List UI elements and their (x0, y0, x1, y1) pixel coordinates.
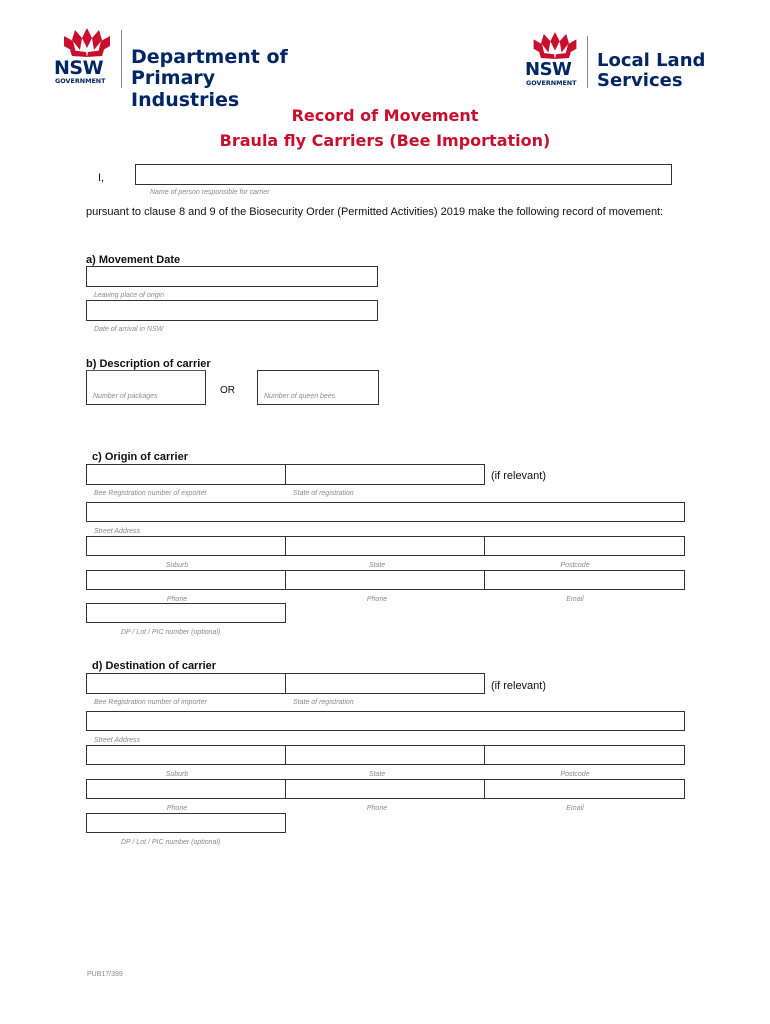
packages-caption: Number of packages (93, 393, 158, 400)
origin-dp-lot-field[interactable] (86, 603, 286, 623)
destination-phone1-caption: Phone (166, 805, 188, 812)
nsw-wordmark: NSW (525, 59, 572, 80)
arrival-date-caption: Date of arrival in NSW (94, 326, 164, 333)
destination-postcode-field[interactable] (484, 745, 685, 765)
section-d-heading: d) Destination of carrier (92, 660, 217, 672)
page-title: Record of Movement (291, 106, 479, 125)
destination-if-relevant: (if relevant) (491, 680, 547, 692)
lls-logo (524, 30, 724, 92)
or-label: OR (220, 385, 235, 396)
logo-divider (587, 36, 588, 88)
destination-phone2-field[interactable] (285, 779, 485, 799)
destination-email-field[interactable] (484, 779, 685, 799)
origin-postcode-caption: Postcode (560, 562, 590, 569)
leaving-date-field[interactable] (86, 266, 378, 287)
destination-suburb-caption: Suburb (165, 771, 189, 778)
page-subtitle: Braula fly Carriers (Bee Importation) (219, 131, 551, 150)
waratah-icon (58, 26, 116, 58)
destination-phone2-caption: Phone (366, 805, 388, 812)
responsible-person-field[interactable] (135, 164, 672, 185)
government-wordmark: GOVERNMENT (55, 77, 106, 85)
destination-bee-registration-caption: Bee Registration number of importer (94, 699, 207, 706)
origin-bee-registration-field[interactable] (86, 464, 286, 485)
origin-suburb-caption: Suburb (165, 562, 189, 569)
destination-street-caption: Street Address (94, 737, 141, 744)
destination-postcode-caption: Postcode (560, 771, 590, 778)
origin-if-relevant: (if relevant) (491, 470, 547, 482)
dpi-name-line1: Department of (131, 46, 288, 68)
section-c-heading: c) Origin of carrier (92, 451, 188, 463)
destination-state-registration-caption: State of registration (293, 699, 354, 706)
destination-street-field[interactable] (86, 711, 685, 731)
origin-suburb-field[interactable] (86, 536, 286, 556)
lls-name-line2: Services (597, 70, 683, 91)
destination-state-registration-field[interactable] (285, 673, 485, 694)
dpi-name-line2: Primary Industries (131, 67, 240, 111)
queen-bees-caption: Number of queen bees (264, 393, 336, 400)
section-b-heading: b) Description of carrier (86, 358, 211, 370)
responsible-person-caption: Name of person responsible for carrier (150, 189, 270, 196)
destination-bee-registration-field[interactable] (86, 673, 286, 694)
origin-phone1-caption: Phone (166, 596, 188, 603)
nsw-wordmark: NSW (54, 57, 104, 79)
origin-dp-lot-caption: DP / Lot / PIC number (optional) (121, 629, 221, 636)
intro-prefix: I, (98, 172, 105, 184)
destination-phone1-field[interactable] (86, 779, 286, 799)
origin-postcode-field[interactable] (484, 536, 685, 556)
origin-phone2-field[interactable] (285, 570, 485, 590)
destination-email-caption: Email (566, 805, 584, 812)
waratah-icon (528, 30, 582, 60)
destination-state-caption: State (368, 771, 386, 778)
origin-phone1-field[interactable] (86, 570, 286, 590)
leaving-date-caption: Leaving place of origin (94, 292, 165, 299)
section-a-heading: a) Movement Date (86, 254, 181, 266)
intro-statement: pursuant to clause 8 and 9 of the Biosecurity Order (Permitted Activities) 2019 make the following record of movement: (86, 206, 664, 218)
origin-state-registration-caption: State of registration (293, 490, 354, 497)
origin-street-caption: Street Address (94, 528, 141, 535)
lls-name-line1: Local Land (597, 50, 706, 71)
publication-code: PUB17/399 (87, 971, 123, 978)
origin-phone2-caption: Phone (366, 596, 388, 603)
origin-state-caption: State (368, 562, 386, 569)
origin-email-field[interactable] (484, 570, 685, 590)
dpi-logo (54, 26, 324, 111)
destination-suburb-field[interactable] (86, 745, 286, 765)
origin-state-registration-field[interactable] (285, 464, 485, 485)
destination-dp-lot-field[interactable] (86, 813, 286, 833)
origin-email-caption: Email (566, 596, 584, 603)
destination-dp-lot-caption: DP / Lot / PIC number (optional) (121, 839, 221, 846)
government-wordmark: GOVERNMENT (526, 79, 577, 87)
logo-divider (121, 30, 122, 88)
arrival-date-field[interactable] (86, 300, 378, 321)
origin-street-field[interactable] (86, 502, 685, 522)
origin-bee-registration-caption: Bee Registration number of exporter (94, 490, 207, 497)
destination-state-field[interactable] (285, 745, 485, 765)
origin-state-field[interactable] (285, 536, 485, 556)
